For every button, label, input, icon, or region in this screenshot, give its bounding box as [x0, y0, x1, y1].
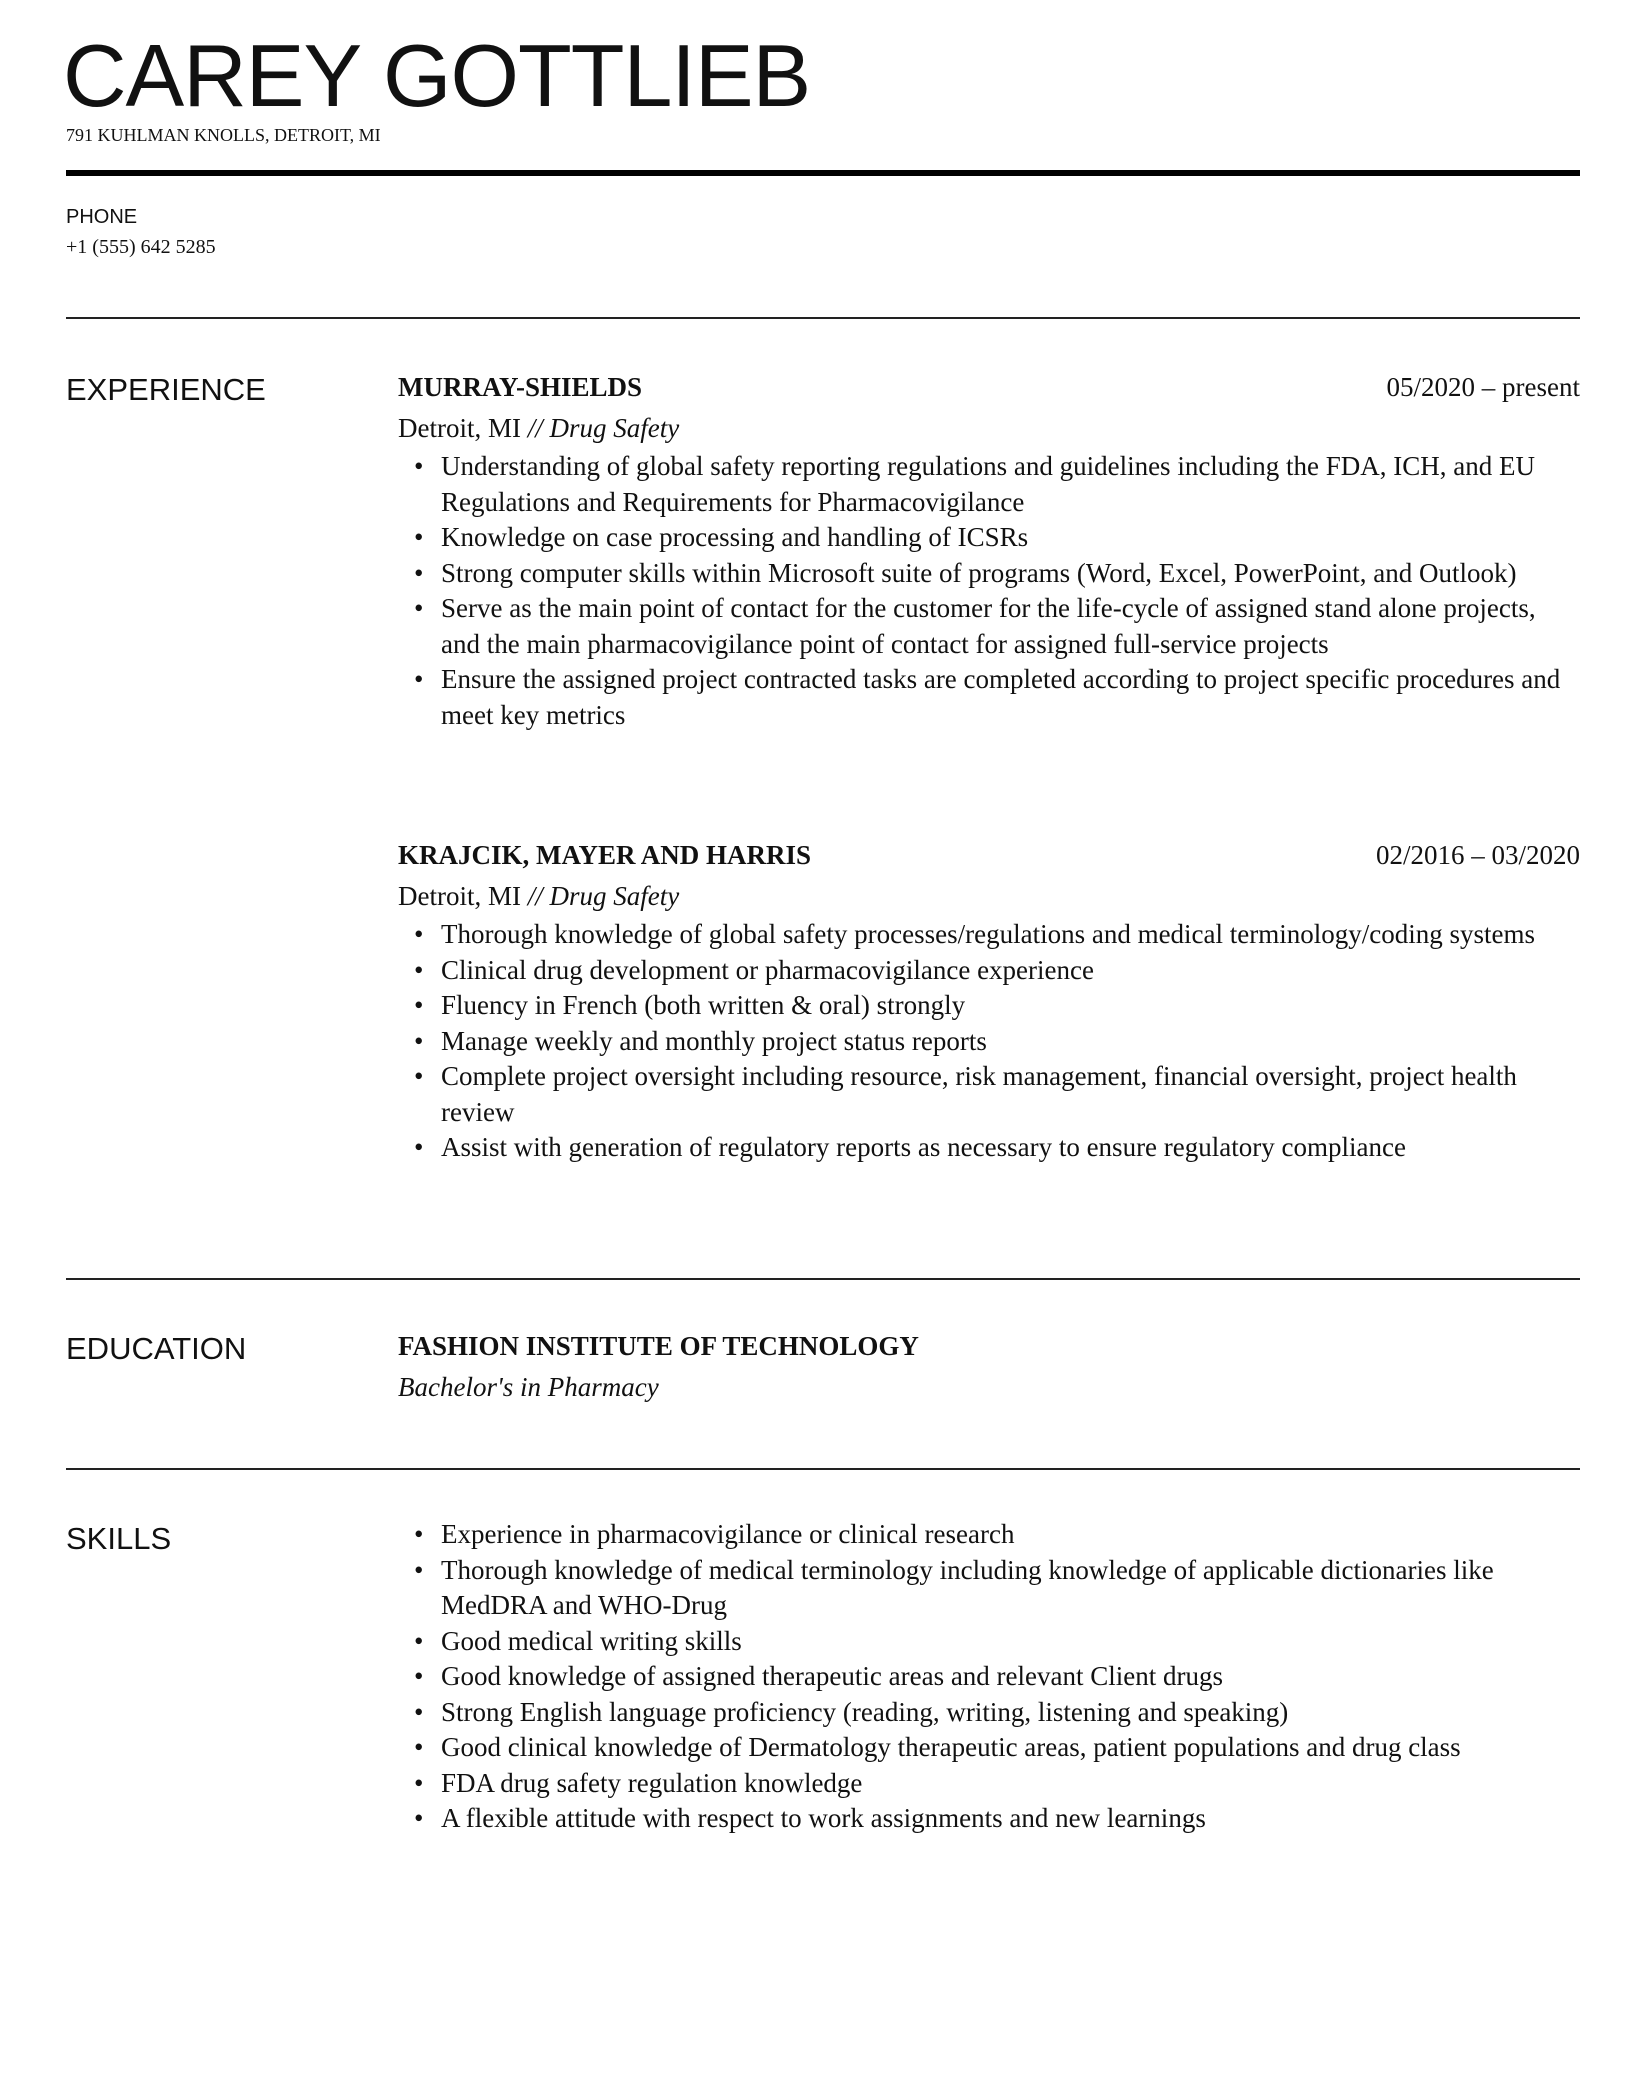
list-item — [414, 1695, 1580, 1731]
job-bullets — [398, 449, 1580, 733]
bullet-text: Strong computer skills within Microsoft suite of programs (Word, Excel, PowerPoint, and Outlook) — [441, 557, 1517, 588]
list-item — [414, 917, 1580, 953]
skills-heading: SKILLS — [66, 1521, 172, 1556]
bullet-icon: • — [414, 1625, 424, 1656]
list-item — [414, 1024, 1580, 1060]
list-item — [414, 953, 1580, 989]
bullet-text: Manage weekly and monthly project status reports — [441, 1025, 987, 1056]
bullet-text: Knowledge on case processing and handling of ICSRs — [441, 522, 1029, 552]
job-dates: 02/2016 – 03/2020 — [1375, 840, 1580, 870]
job-company: KRAJCIK, MAYER AND HARRIS — [398, 840, 812, 870]
job-role: Drug Safety — [549, 881, 680, 911]
phone-label: PHONE — [66, 206, 138, 228]
bullet-text: Understanding of global safety reporting regulations and guidelines including the FDA, ICH, and EU Regulations and Requirements for Pharmacovigilance — [441, 451, 1536, 517]
bullet-icon: • — [414, 1696, 424, 1727]
education-degree: Bachelor's in Pharmacy — [398, 1372, 659, 1402]
list-item — [414, 1130, 1580, 1166]
list-item — [414, 449, 1580, 520]
job-dates: 05/2020 – present — [1386, 372, 1580, 402]
list-item — [414, 1059, 1580, 1130]
bullet-icon: • — [414, 1061, 424, 1091]
experience-heading: EXPERIENCE — [66, 372, 266, 407]
separator: // — [520, 881, 550, 911]
job-role: Drug Safety — [549, 413, 680, 443]
list-item — [414, 1517, 1580, 1553]
education-entry — [398, 1326, 1580, 1408]
job-entry — [398, 835, 1580, 1166]
bullet-icon: • — [414, 990, 424, 1020]
skill-text: Good clinical knowledge of Dermatology therapeutic areas, patient populations and drug class — [441, 1732, 1461, 1762]
list-item — [414, 1766, 1580, 1802]
skill-text: Strong English language proficiency (reading, writing, listening and speaking) — [441, 1696, 1289, 1727]
job-location: Detroit, MI — [398, 413, 521, 443]
bullet-text: Serve as the main point of contact for the customer for the life-cycle of assigned stand alone projects, and the main pharmacovigilance point of contact for assigned full-service projects — [441, 593, 1536, 659]
bullet-icon: • — [414, 919, 424, 949]
bullet-icon: • — [414, 593, 424, 623]
skill-text: A flexible attitude with respect to work assignments and new learnings — [441, 1803, 1206, 1833]
list-item — [414, 1801, 1580, 1837]
bullet-icon: • — [414, 664, 424, 694]
job-location-role — [398, 407, 1580, 449]
list-item — [414, 662, 1580, 733]
list-item — [414, 556, 1580, 592]
list-item — [414, 988, 1580, 1024]
bullet-icon: • — [414, 451, 424, 481]
skills-list — [398, 1517, 1580, 1837]
phone-value: +1 (555) 642 5285 — [66, 236, 216, 258]
skill-text: Thorough knowledge of medical terminology including knowledge of applicable dictionaries like MedDRA and WHO-Drug — [441, 1554, 1494, 1620]
bullet-icon: • — [414, 1554, 424, 1585]
job-location: Detroit, MI — [398, 881, 521, 911]
skill-text: Good knowledge of assigned therapeutic areas and relevant Client drugs — [441, 1661, 1223, 1691]
job-entry — [398, 367, 1580, 733]
bullet-icon: • — [414, 1519, 424, 1549]
bullet-icon: • — [414, 1132, 424, 1162]
list-item — [414, 591, 1580, 662]
bullet-icon: • — [414, 1661, 424, 1691]
bullet-text: Thorough knowledge of global safety processes/regulations and medical terminology/coding systems — [441, 919, 1536, 949]
job-company: MURRAY-SHIELDS — [398, 372, 643, 402]
bullet-icon: • — [414, 1732, 424, 1762]
skill-text: Experience in pharmacovigilance or clinical research — [441, 1519, 1015, 1549]
separator: // — [520, 413, 550, 443]
bullet-text: Complete project oversight including resource, risk management, financial oversight, project health review — [441, 1061, 1517, 1127]
bullet-text: Clinical drug development or pharmacovigilance experience — [441, 954, 1094, 985]
list-item — [414, 1730, 1580, 1766]
section-divider — [66, 1278, 1580, 1280]
skill-text: FDA drug safety regulation knowledge — [441, 1767, 863, 1798]
section-divider — [66, 317, 1580, 319]
list-item — [414, 1624, 1580, 1660]
bullet-icon: • — [414, 1803, 424, 1833]
list-item — [414, 520, 1580, 556]
bullet-icon: • — [414, 954, 424, 985]
section-divider — [66, 1468, 1580, 1470]
skills-list-container — [398, 1517, 1580, 1837]
education-school: FASHION INSTITUTE OF TECHNOLOGY — [398, 1331, 919, 1361]
bullet-icon: • — [414, 522, 424, 552]
job-location-role — [398, 875, 1580, 917]
bullet-icon: • — [414, 1025, 424, 1056]
bullet-text: Assist with generation of regulatory reports as necessary to ensure regulatory compliance — [441, 1132, 1406, 1162]
skill-text: Good medical writing skills — [441, 1625, 742, 1656]
job-bullets — [398, 917, 1580, 1166]
education-heading: EDUCATION — [66, 1331, 247, 1366]
list-item — [414, 1659, 1580, 1695]
bullet-icon: • — [414, 1767, 424, 1798]
address: 791 KUHLMAN KNOLLS, DETROIT, MI — [66, 125, 381, 145]
bullet-text: Ensure the assigned project contracted tasks are completed according to project specific procedures and meet key metrics — [441, 664, 1561, 730]
bullet-icon: • — [414, 557, 424, 588]
header-divider — [66, 170, 1580, 176]
candidate-name: CAREY GOTTLIEB — [63, 26, 811, 125]
list-item — [414, 1553, 1580, 1624]
bullet-text: Fluency in French (both written & oral) strongly — [441, 990, 966, 1020]
